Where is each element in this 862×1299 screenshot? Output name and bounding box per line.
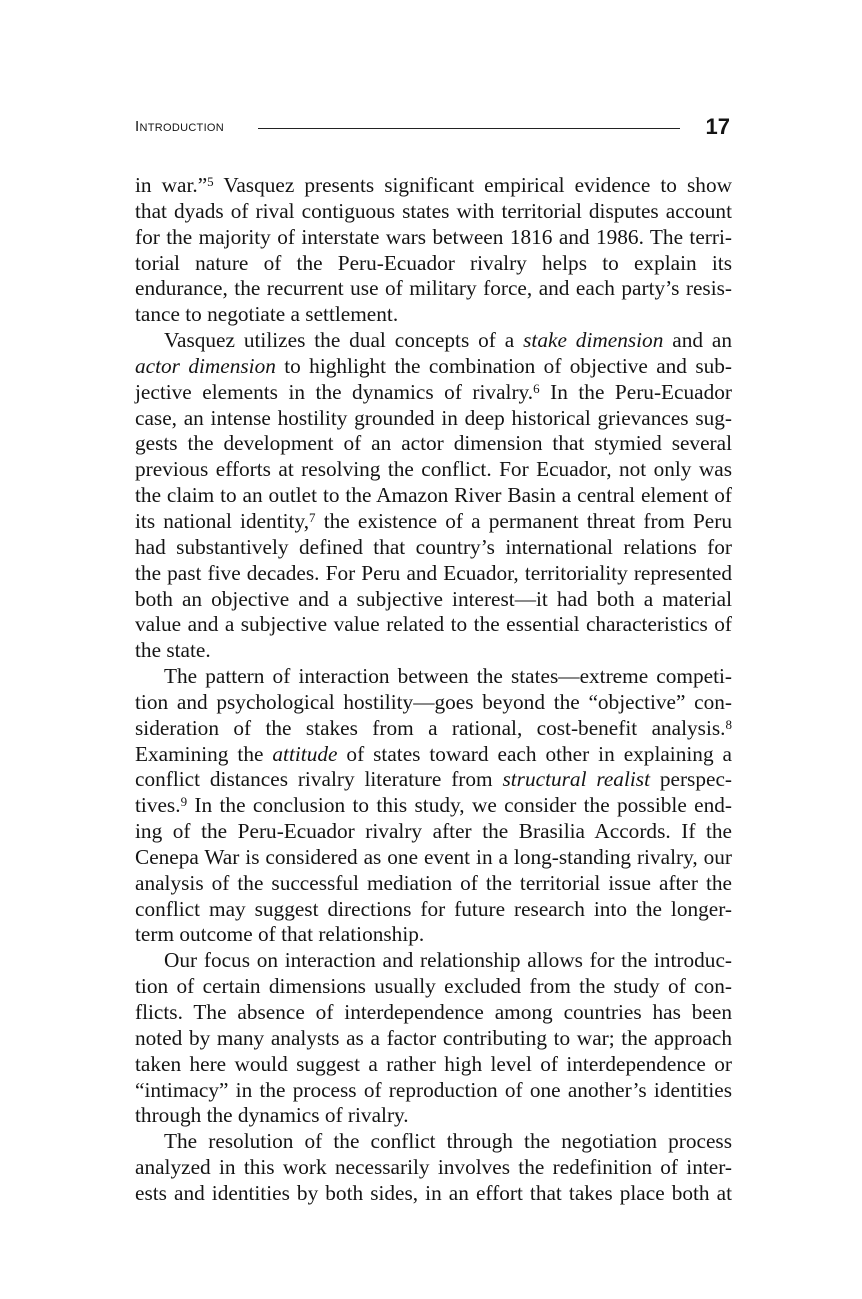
footnote-ref: 8 — [725, 716, 732, 732]
text-line: taken here would suggest a rather high level of interdependence or — [135, 1051, 732, 1076]
text-line: case, an intense hostility grounded in deep historical grievances sug- — [135, 405, 732, 430]
text-line: tance to negotiate a settlement. — [135, 302, 399, 327]
text-line: gests the development of an actor dimension that stymied several — [135, 431, 732, 456]
text-line: noted by many analysts as a factor contributing to war; the approach — [135, 1025, 732, 1050]
footnote-ref: 9 — [180, 794, 188, 810]
text-line: analyzed in this work necessarily involves the redefinition of inter- — [135, 1155, 732, 1180]
text-line: through the dynamics of rivalry. — [135, 1103, 409, 1128]
italic-term: structural realist — [502, 767, 650, 792]
text-line: The pattern of interaction between the states—extreme competi- — [164, 664, 732, 689]
italic-term: stake dimension — [523, 328, 664, 353]
paragraph — [135, 328, 732, 664]
text-line: in war.”$^5$ Vasquez presents significant empirical evidence to show — [135, 173, 732, 197]
footnote-ref: 5 — [207, 174, 214, 189]
text-line: tives.$^9$ In the conclusion to this study, we consider the possible end- — [135, 793, 732, 818]
text-line: that dyads of rival contiguous states with territorial disputes account — [135, 198, 732, 223]
text-line: flicts. The absence of interdependence among countries has been — [135, 1000, 732, 1024]
text-line: endurance, the recurrent use of military force, and each party’s resis- — [135, 276, 732, 301]
text-line: torial nature of the Peru-Ecuador rivalry helps to explain its — [135, 250, 732, 275]
text-line: Examining the attitude of states toward each other in explaining a — [135, 741, 732, 766]
running-head-title: Introduction — [135, 118, 225, 135]
paragraph — [135, 173, 732, 328]
italic-term: attitude — [272, 741, 338, 766]
text-line: “intimacy” in the process of reproduction of one another’s identities — [135, 1077, 732, 1102]
text-line: value and a subjective value related to the essential characteristics of — [135, 612, 732, 637]
text-line: previous efforts at resolving the conflict. For Ecuador, not only was — [135, 457, 732, 482]
text-line: actor dimension to highlight the combination of objective and sub- — [135, 353, 732, 378]
text-line: for the majority of interstate wars between 1816 and 1986. The terri- — [135, 224, 732, 249]
text-line: Vasquez utilizes the dual concepts of a stake dimension and an — [164, 328, 732, 353]
text-line: term outcome of that relationship. — [135, 922, 425, 947]
text-line: the state. — [135, 638, 211, 663]
page-number: 17 — [705, 114, 730, 139]
text-line: conflict may suggest directions for future research into the longer- — [135, 896, 732, 921]
text-line: analysis of the successful mediation of the territorial issue after the — [135, 870, 732, 895]
text-line: ests and identities by both sides, in an effort that takes place both at — [135, 1180, 732, 1205]
text-line: sideration of the stakes from a rational, cost-benefit analysis.$^8$ — [135, 715, 732, 740]
header-rule — [258, 128, 680, 129]
body-text — [135, 173, 732, 1207]
paragraph — [135, 948, 732, 1129]
text-line: jective elements in the dynamics of rivalry.$^6$ In the Peru-Ecuador — [135, 379, 732, 404]
text-line: both an objective and a subjective interest—it had both a material — [135, 586, 732, 611]
text-line: Our focus on interaction and relationship allows for the introduc- — [164, 948, 732, 973]
text-line: The resolution of the conflict through the negotiation process — [164, 1129, 732, 1154]
text-line: had substantively defined that country’s international relations for — [135, 534, 732, 559]
text-line: ing of the Peru-Ecuador rivalry after the Brasilia Accords. If the — [135, 819, 732, 844]
italic-term: actor dimension — [135, 353, 276, 378]
text-line: its national identity,$^7$ the existence of a permanent threat from Peru — [135, 508, 732, 533]
text-line: the claim to an outlet to the Amazon River Basin a central element of — [135, 483, 732, 508]
text-line: conflict distances rivalry literature from structural realist perspec- — [135, 767, 732, 792]
footnote-ref: 6 — [533, 380, 540, 396]
running-header — [135, 116, 732, 142]
paragraph — [135, 664, 732, 948]
footnote-ref: 7 — [309, 509, 316, 525]
text-line: the past five decades. For Peru and Ecuador, territoriality represented — [135, 560, 732, 585]
text-line: tion and psychological hostility—goes beyond the “objective” con- — [135, 689, 732, 714]
text-line: tion of certain dimensions usually excluded from the study of con- — [135, 974, 732, 999]
paragraph — [135, 1129, 732, 1207]
text-line: Cenepa War is considered as one event in a long-standing rivalry, our — [135, 844, 732, 869]
